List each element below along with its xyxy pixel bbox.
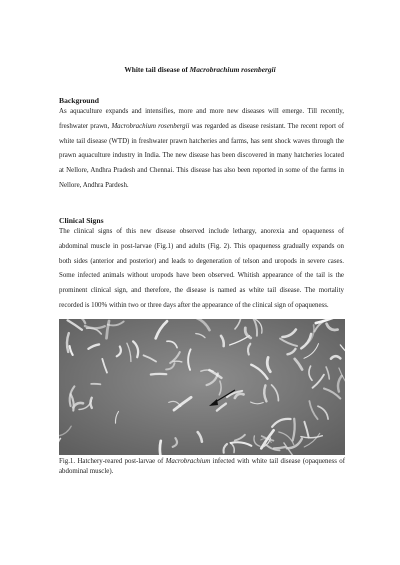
section-heading-background: Background	[59, 96, 99, 105]
larva-shape	[274, 447, 285, 448]
background-paragraph	[59, 105, 344, 194]
text-run: As aquaculture expands and intensifies, more and more new diseases will emerge. Till recently, freshwater prawn,	[59, 108, 344, 130]
figure-1-caption	[59, 457, 345, 476]
larva-shape	[90, 398, 91, 408]
figure-1-photo	[59, 319, 345, 455]
larva-shape	[173, 361, 182, 362]
clinical-signs-paragraph	[59, 225, 344, 314]
italic-text-run: Macrobrachium rosenbergii	[111, 122, 190, 130]
text-run: was regarded as disease resistant. The recent report of white tail disease (WTD) in freshwater prawn hatcheries and farms, has sent shock waves through the prawn aquaculture industry in India. The new disease has been discovered in many hatcheries located at Nellore, Andhra Pradesh and Chennai. This disease has also been reported in some of the farms in Nellore, Andhra Pardesh.	[59, 122, 345, 189]
title-text: White tail disease of	[124, 65, 190, 74]
text-run: infected with white tail disease (opaqueness of abdominal muscle).	[59, 458, 345, 475]
text-run: The clinical signs of this new disease observed include lethargy, anorexia and opaqueness of abdominal muscle in post-larvae (Fig.1) and adults (Fig. 2). This opaqueness gradually expands on both sides (anterior and posterior) and leads to degeneration of telson and uropods in severe cases. Some infected animals without uropods have been observed. Whitish appearance of the tail is the prominent clinical sign, and therefore, the disease is named as white tail disease. The mortality recorded is 100% within two or three days after the appearance of the clinical sign of opaqueness.	[59, 228, 344, 309]
title-species: Macrobrachium rosenbergii	[189, 65, 276, 74]
larva-shape	[151, 374, 167, 375]
section-heading-clinical-signs: Clinical Signs	[59, 216, 104, 225]
italic-text-run: Macrobrachium	[165, 458, 211, 465]
text-run: Fig.1. Hatchery-reared post-larvae of	[59, 458, 166, 465]
document-title	[0, 65, 400, 74]
post-larvae-photo-image	[59, 319, 345, 455]
